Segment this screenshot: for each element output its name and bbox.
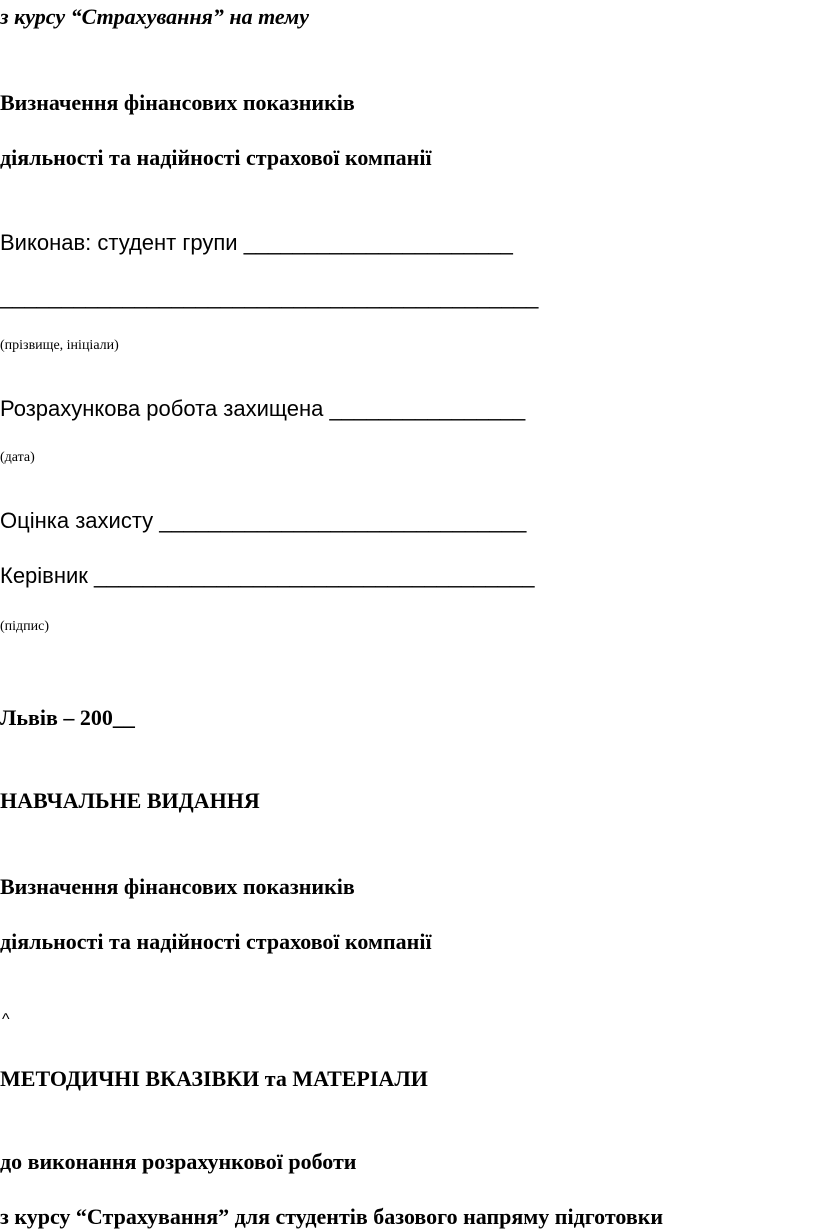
title2-line-1: Визначення фінансових показників (0, 874, 355, 899)
performed-by-line: Виконав: студент групи ______________________ (0, 230, 513, 255)
supervisor-line: Керівник ____________________________________ (0, 563, 535, 588)
city-year: Львів – 200__ (0, 705, 135, 730)
methodical-heading: МЕТОДИЧНІ ВКАЗІВКИ та МАТЕРІАЛИ (0, 1066, 428, 1091)
edition-heading: НАВЧАЛЬНЕ ВИДАННЯ (0, 788, 260, 813)
course-line-top: з курсу “Страхування” на тему (0, 4, 309, 29)
title2-line-2: діяльності та надійності страхової компанії (0, 929, 432, 954)
grade-line: Оцінка захисту ______________________________ (0, 508, 527, 533)
title-line-2: діяльності та надійності страхової компанії (0, 145, 432, 170)
for-completion-line: до виконання розрахункової роботи (0, 1149, 357, 1174)
caret-mark: ^ (2, 1011, 10, 1028)
defended-line: Розрахункова робота захищена ________________ (0, 396, 526, 421)
title-line-1: Визначення фінансових показників (0, 90, 355, 115)
course-line-bottom: з курсу “Страхування” для студентів базового напряму підготовки (0, 1204, 664, 1229)
name-hint: (прізвище, ініціали) (0, 338, 119, 353)
name-blank-line: ____________________________________________ (0, 284, 539, 309)
signature-hint: (підпис) (0, 619, 50, 634)
date-hint: (дата) (0, 450, 35, 465)
